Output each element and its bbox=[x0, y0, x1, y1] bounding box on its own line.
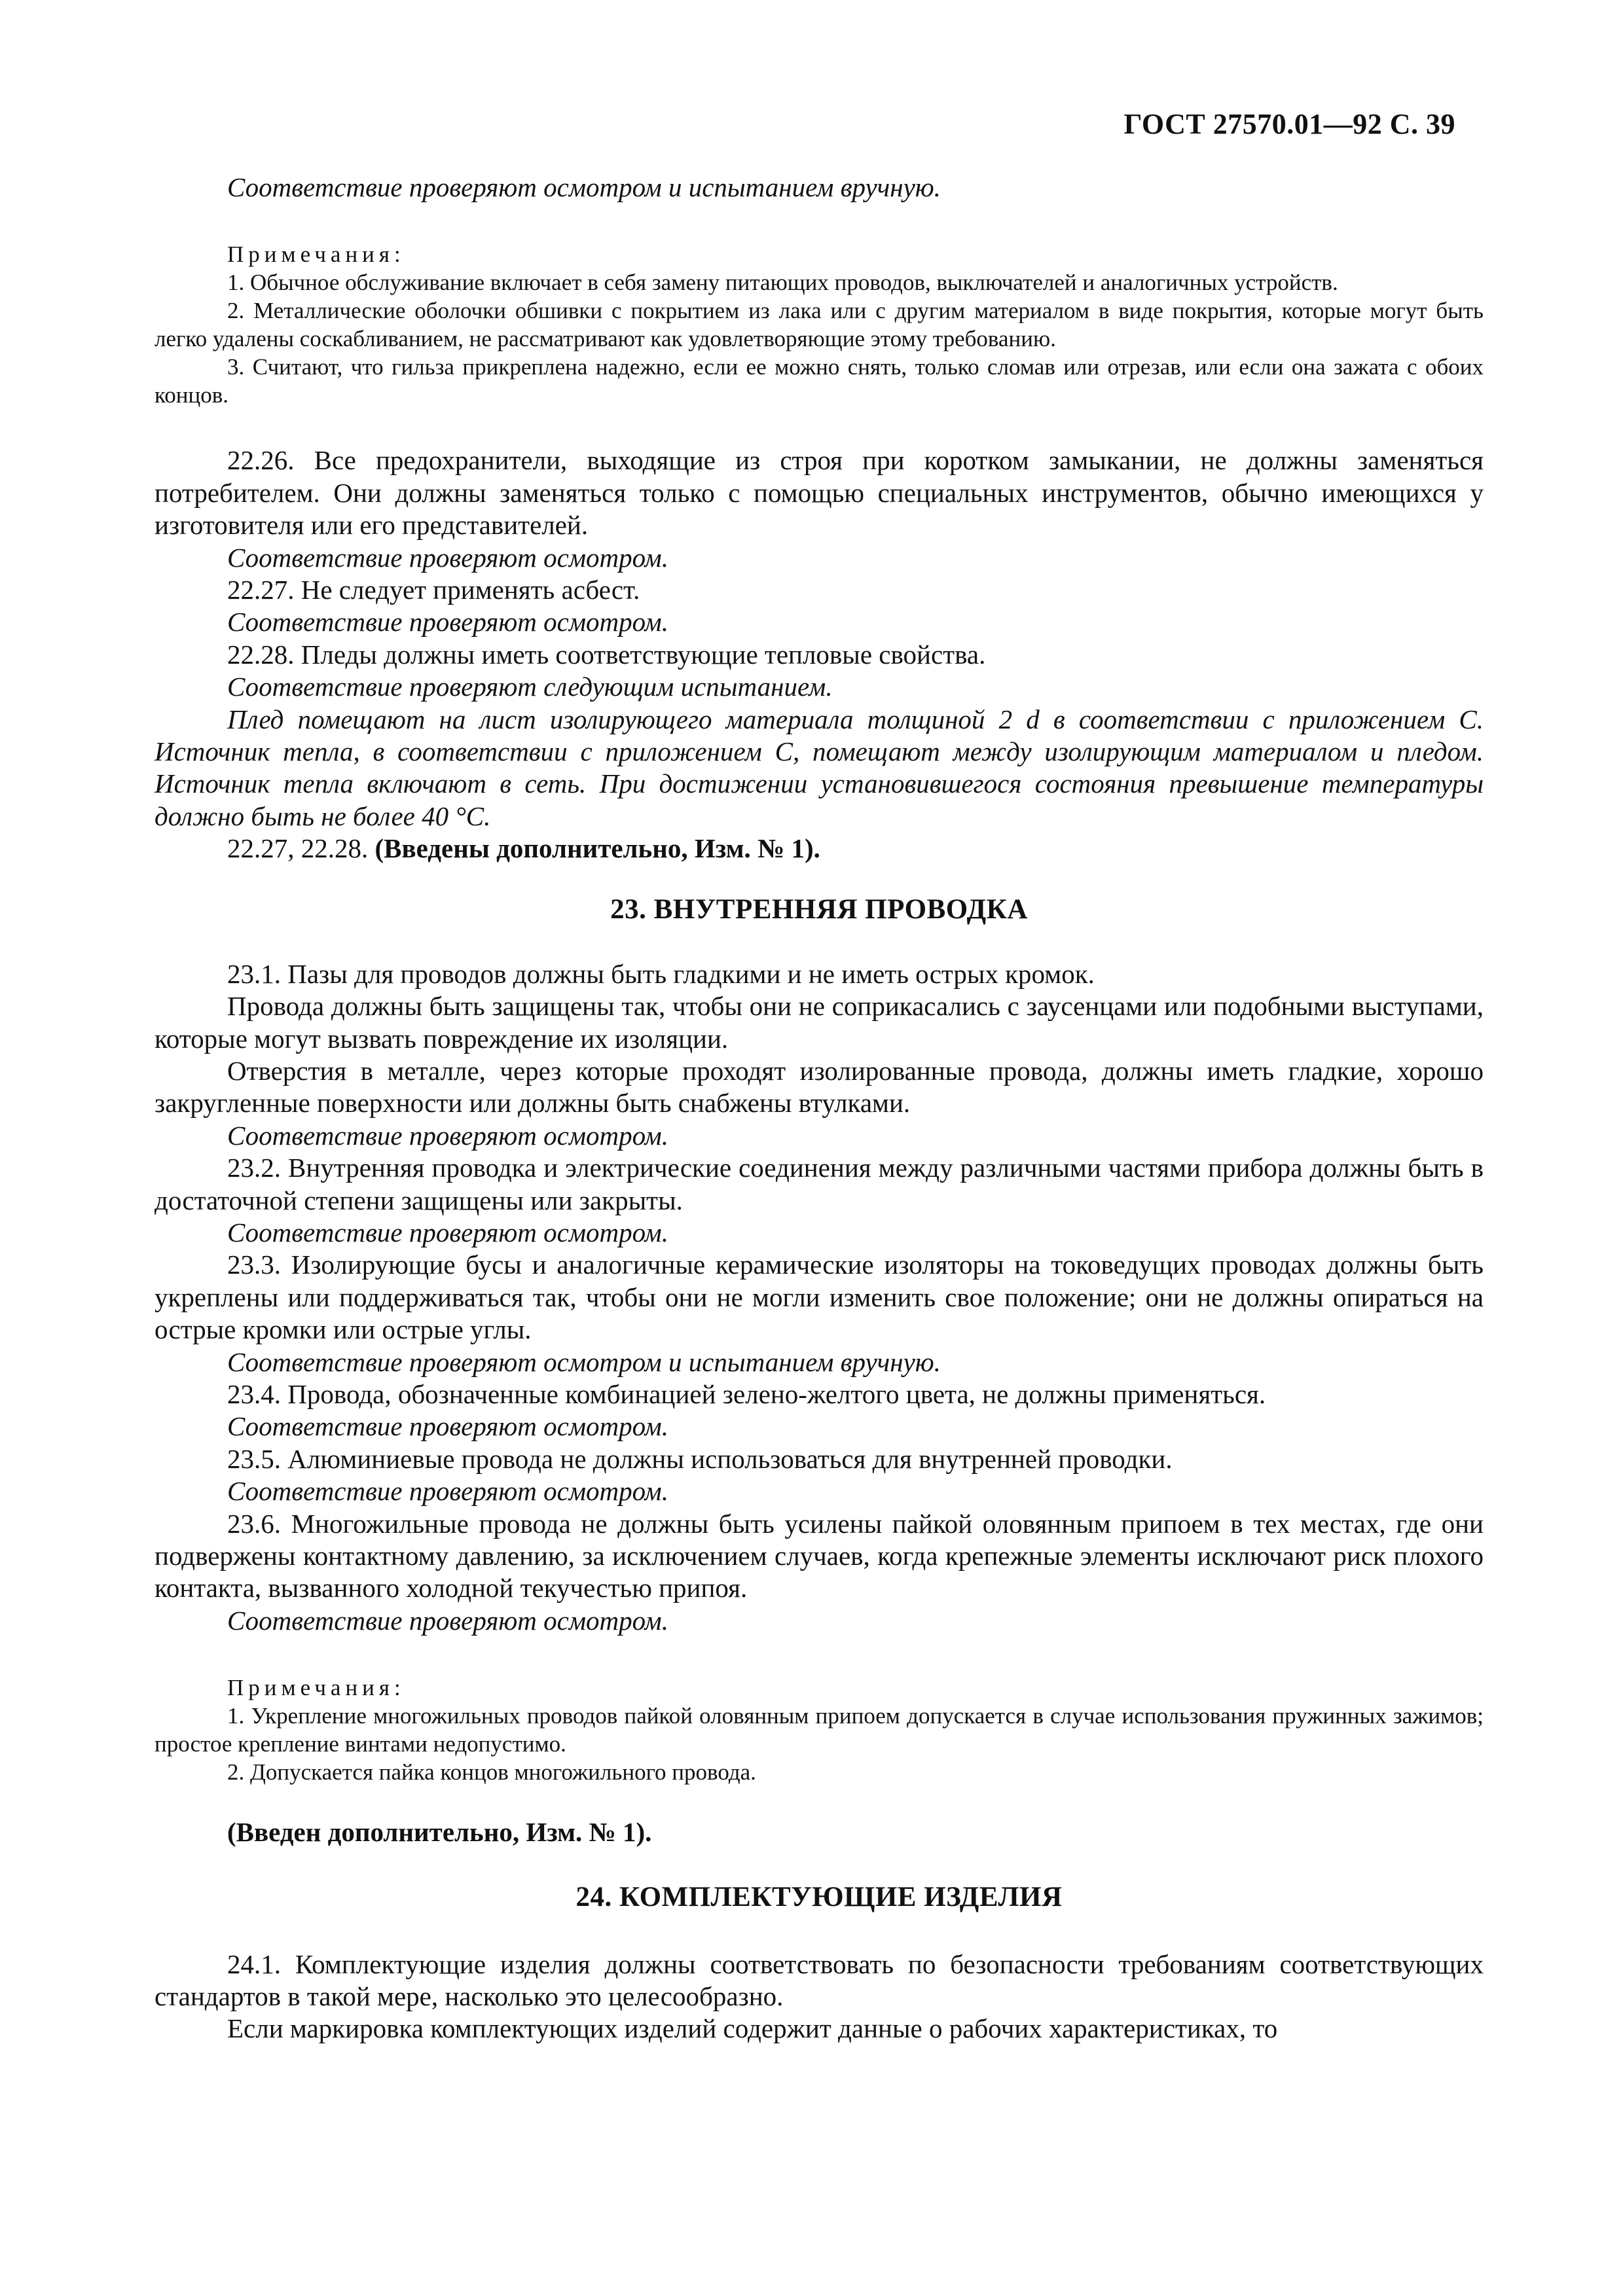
compliance-line: Соответствие проверяют осмотром. bbox=[227, 1217, 668, 1247]
page-header: ГОСТ 27570.01—92 С. 39 bbox=[1123, 108, 1455, 140]
compliance-line: Соответствие проверяют осмотром. bbox=[227, 607, 668, 637]
notes-heading: Примечания: bbox=[227, 1675, 405, 1701]
clause-23-3: 23.3. Изолирующие бусы и аналогичные керамические изоляторы на токоведущих проводах должны быть укреплены или поддерживаться так, чтобы они не могли изменить свое положение; они не должны опираться на острые кромки или острые углы. bbox=[155, 1249, 1484, 1345]
page-content bbox=[155, 171, 1484, 2045]
clause-23-2: 23.2. Внутренняя проводка и электрические соединения между различными частями прибора должны быть в достаточной степени защищены или закрыты. bbox=[155, 1153, 1484, 1215]
note-item: 3. Считают, что гильза прикреплена надежно, если ее можно снять, только сломав или отрезав, или если она зажата с обоих концов. bbox=[155, 354, 1484, 408]
compliance-line: Соответствие проверяют осмотром и испытанием вручную. bbox=[227, 1346, 941, 1377]
notes-heading: Примечания: bbox=[227, 242, 405, 268]
amendment-clauses: 22.27, 22.28. bbox=[227, 833, 375, 864]
note-item: 1. Обычное обслуживание включает в себя замену питающих проводов, выключателей и аналогичных устройств. bbox=[227, 270, 1338, 296]
section-22-clauses bbox=[155, 444, 1484, 865]
clause-23-6: 23.6. Многожильные провода не должны быть усилены пайкой оловянным припоем в тех местах, где они подвержены контактному давлению, за исключением случаев, когда крепежные элементы исключают риск плохого контакта, вызванного холодной текучестью припоя. bbox=[155, 1508, 1484, 1604]
clause-22-28: 22.28. Пледы должны иметь соответствующие тепловые свойства. bbox=[227, 639, 986, 670]
section-23-clauses bbox=[155, 958, 1484, 1638]
compliance-line: Соответствие проверяют осмотром. bbox=[227, 1605, 668, 1636]
amendment-note bbox=[155, 833, 1484, 865]
clause-23-5: 23.5. Алюминиевые провода не должны использоваться для внутренней проводки. bbox=[227, 1443, 1173, 1474]
compliance-line: Соответствие проверяют осмотром. bbox=[227, 1411, 668, 1442]
clause-24-1-text: Если маркировка комплектующих изделий содержит данные о рабочих характеристиках, то bbox=[227, 2013, 1278, 2044]
amendment-text: (Введены дополнительно, Изм. № 1). bbox=[374, 833, 820, 864]
note-item: 2. Металлические оболочки обшивки с покрытием из лака или с другим материалом в виде покрытия, которые могут быть легко удалены соскабливанием, не рассматривают как удовлетворяющие этому требованию. bbox=[155, 298, 1484, 352]
clause-23-1-text: Отверстия в металле, через которые проходят изолированные провода, должны иметь гладкие, хорошо закругленные поверхности или должны быть снабжены втулками. bbox=[155, 1055, 1484, 1119]
notes-block bbox=[155, 240, 1484, 409]
section-heading-23: 23. ВНУТРЕННЯЯ ПРОВОДКА bbox=[610, 893, 1028, 925]
clause-23-1-text: Провода должны быть защищены так, чтобы они не соприкасались с заусенцами или подобными выступами, которые могут вызвать повреждение их изоляции. bbox=[155, 991, 1484, 1054]
compliance-line: Соответствие проверяют осмотром. bbox=[227, 542, 668, 573]
compliance-line: Соответствие проверяют осмотром и испытанием вручную. bbox=[227, 172, 941, 202]
note-item: 2. Допускается пайка концов многожильного провода. bbox=[227, 1759, 756, 1785]
section-heading-24: 24. КОМПЛЕКТУЮЩИЕ ИЗДЕЛИЯ bbox=[575, 1881, 1063, 1912]
compliance-line: Соответствие проверяют следующим испытанием. bbox=[227, 672, 833, 702]
notes-block bbox=[155, 1674, 1484, 1786]
note-item: 1. Укрепление многожильных проводов пайкой оловянным припоем допускается в случае использования пружинных зажимов; простое крепление винтами недопустимо. bbox=[155, 1703, 1484, 1757]
clause-23-4: 23.4. Провода, обозначенные комбинацией зелено-желтого цвета, не должны применяться. bbox=[227, 1378, 1266, 1409]
test-description: Плед помещают на лист изолирующего материала толщиной 2 d в соответствии с приложением С. Источник тепла, в соответствии с приложением С, помещают между изолирующим материалом и пледом. Источник тепла включают в сеть. При достижении установившегося состояния превышение температуры должно быть не более 40 °С. bbox=[155, 704, 1484, 831]
clause-23-1: 23.1. Пазы для проводов должны быть гладкими и не иметь острых кромок. bbox=[227, 958, 1095, 989]
clause-24-1: 24.1. Комплектующие изделия должны соответствовать по безопасности требованиям соответствующих стандартов в такой мере, насколько это целесообразно. bbox=[155, 1948, 1484, 2012]
compliance-line: Соответствие проверяют осмотром. bbox=[227, 1120, 668, 1151]
clause-22-27: 22.27. Не следует применять асбест. bbox=[227, 575, 640, 605]
compliance-line: Соответствие проверяют осмотром. bbox=[227, 1476, 668, 1507]
amendment-note: (Введен дополнительно, Изм. № 1). bbox=[227, 1817, 652, 1848]
clause-22-26: 22.26. Все предохранители, выходящие из строя при коротком замыкании, не должны заменяться потребителем. Они должны заменяться только с помощью специальных инструментов, обычно имеющихся у изготовителя или его представителей. bbox=[155, 445, 1484, 541]
section-24-clauses bbox=[155, 1948, 1484, 2045]
